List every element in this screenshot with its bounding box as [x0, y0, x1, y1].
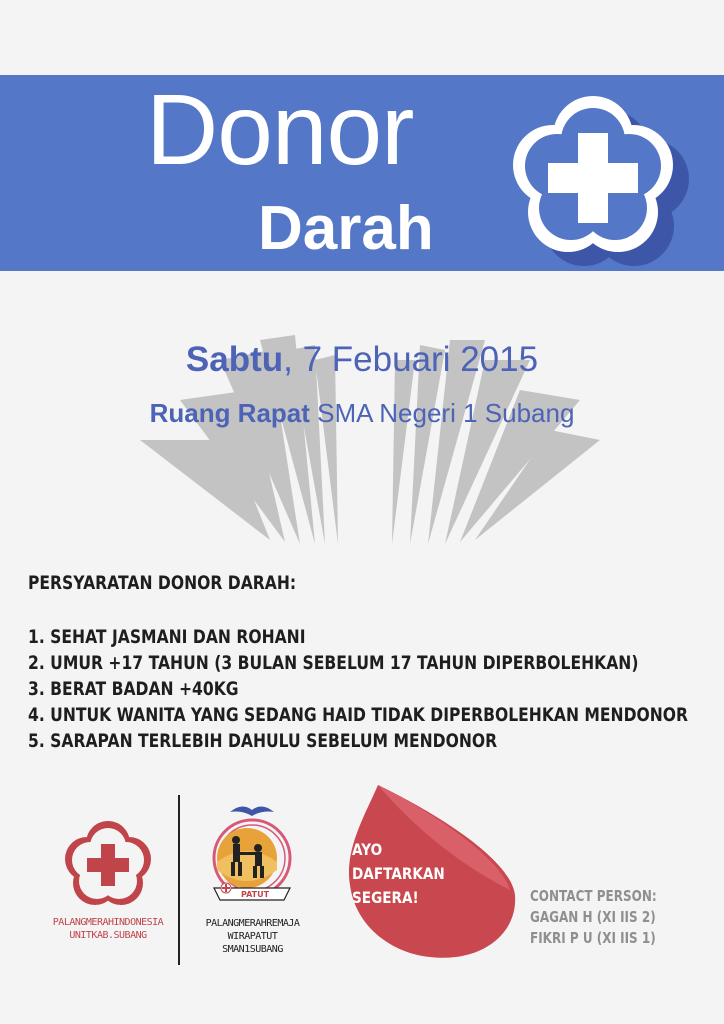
event-place-bold: Ruang Rapat: [149, 398, 310, 428]
pmr-caption-line1: PALANGMERAHREMAJA: [205, 918, 300, 929]
red-cross-flower-icon: [505, 92, 695, 272]
event-location: [0, 398, 724, 429]
title-donor: Donor: [146, 74, 414, 186]
cta-line1: AYO: [352, 840, 383, 859]
event-date-rest: , 7 Febuari 2015: [283, 340, 539, 379]
requirements-title: PERSYARATAN DONOR DARAH:: [28, 572, 297, 594]
cta-line3: SEGERA!: [352, 888, 419, 907]
pmi-caption-line1: PALANGMERAHINDONESIA: [52, 917, 164, 928]
pmr-badge-text: PATUT: [240, 890, 270, 899]
contact-person-1: GAGAN H (XI IIS 2): [530, 908, 656, 926]
requirement-item: 2. UMUR +17 TAHUN (3 BULAN SEBELUM 17 TAHUN DIPERBOLEHKAN): [28, 652, 639, 674]
contact-title: CONTACT PERSON:: [530, 887, 657, 905]
pmi-caption: [38, 916, 178, 942]
requirement-item: 4. UNTUK WANITA YANG SEDANG HAID TIDAK DIPERBOLEHKAN MENDONOR: [28, 704, 689, 726]
requirement-item: 5. SARAPAN TERLEBIH DAHULU SEBELUM MENDONOR: [28, 730, 498, 752]
event-day: Sabtu: [185, 340, 284, 379]
pmi-logo-icon: [58, 818, 158, 908]
pmr-wira-patut-logo-icon: [200, 800, 305, 915]
contact-person-block: [530, 886, 657, 949]
cta-line2: DAFTARKAN: [352, 864, 445, 883]
requirements-list: [28, 624, 724, 754]
pmr-caption-line2: WIRAPATUT: [227, 931, 278, 942]
event-date: [0, 340, 724, 380]
pmr-caption: [180, 917, 325, 956]
requirement-item: 3. BERAT BADAN +40KG: [28, 678, 239, 700]
pmi-caption-line2: UNITKAB.SUBANG: [69, 930, 147, 941]
event-place-rest: SMA Negeri 1 Subang: [309, 398, 575, 428]
contact-person-2: FIKRI P U (XI IIS 1): [530, 929, 656, 947]
pmr-caption-line3: SMAN1SUBANG: [222, 944, 283, 955]
cta-register-text: [352, 838, 454, 910]
title-darah: Darah: [258, 194, 434, 263]
requirement-item: 1. SEHAT JASMANI DAN ROHANI: [28, 626, 306, 648]
